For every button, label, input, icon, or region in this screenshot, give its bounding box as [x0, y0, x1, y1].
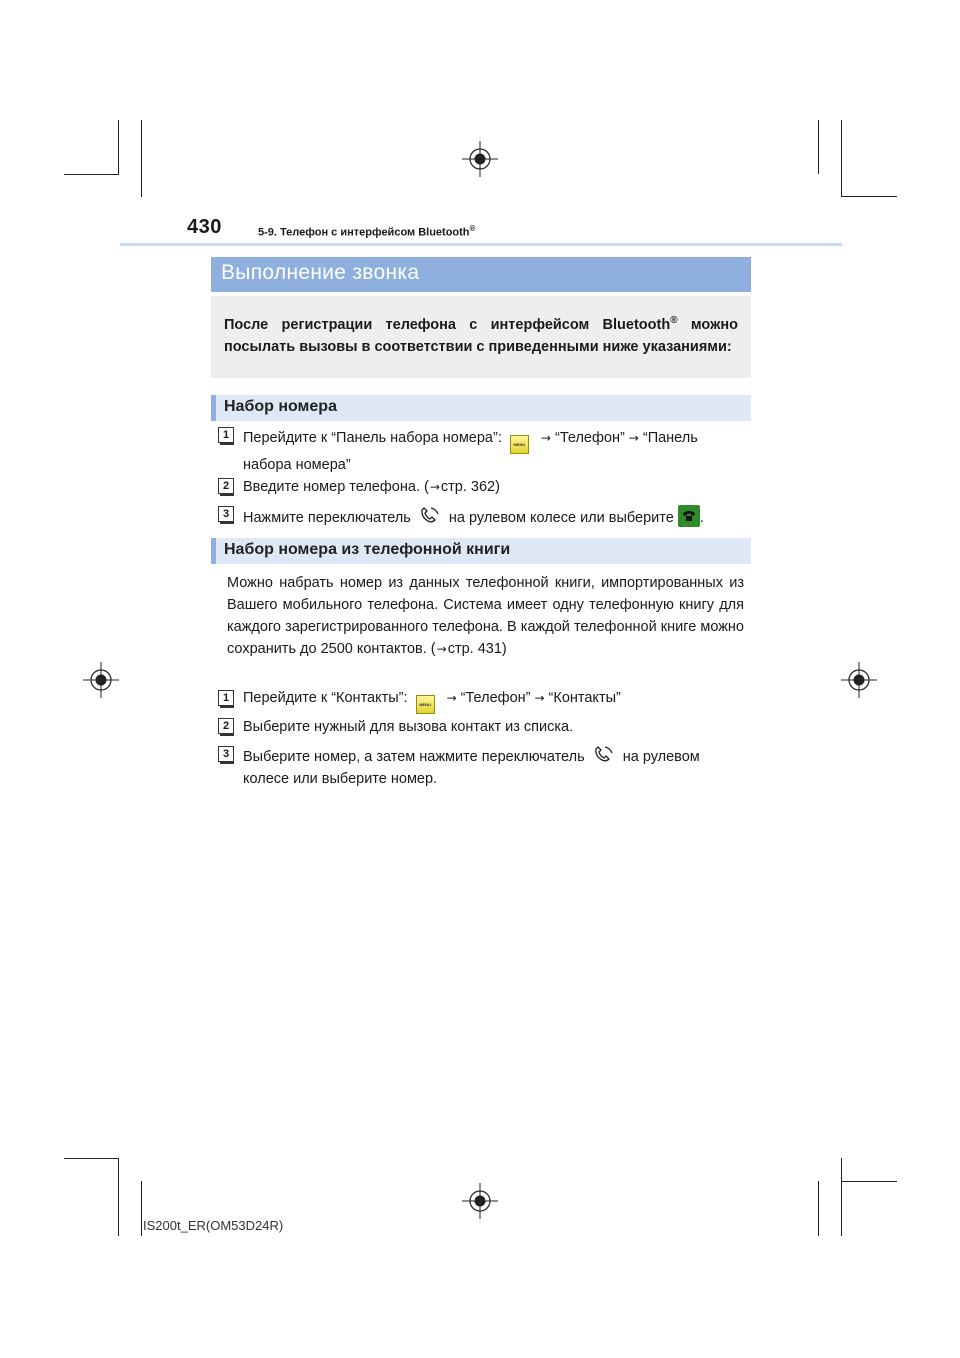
step-text — [243, 744, 744, 790]
step-text-part: . — [699, 510, 704, 526]
intro-box — [211, 296, 751, 378]
step-text — [243, 687, 744, 714]
step-text-part: Перейдите к “Панель набора номера”: — [243, 430, 502, 446]
registration-mark-icon — [462, 1183, 498, 1219]
registered-mark: ® — [469, 224, 476, 233]
step-text-part: “Контакты” — [548, 690, 621, 706]
registration-mark-icon — [83, 662, 119, 698]
crop-mark — [64, 174, 119, 175]
step-text-part: “Телефон” — [460, 690, 531, 706]
header-divider — [120, 243, 842, 246]
intro-text — [224, 310, 738, 358]
step-text-part: Перейдите к “Контакты”: — [243, 690, 408, 706]
crop-mark — [118, 120, 119, 174]
chapter-title — [258, 224, 475, 239]
section-title: Выполнение звонка — [221, 261, 420, 284]
step-number: 2 — [218, 478, 234, 494]
subsection-title-bar — [211, 538, 751, 564]
crop-mark — [64, 1158, 119, 1159]
registration-mark-icon — [462, 141, 498, 177]
crop-mark — [841, 120, 842, 197]
document-code: IS200t_ER(OM53D24R) — [143, 1218, 284, 1233]
paragraph-text: Можно набрать номер из данных телефонной книги, импортированных из Вашего мобильного телефона. Система имеет одну телефонную книгу для каждого зарегистрированного телефона. В каждой телефонной книге можно сохранить до 2500 контактов. ( — [227, 575, 744, 657]
crop-mark — [141, 120, 142, 197]
registration-mark-icon — [841, 662, 877, 698]
step-text — [243, 427, 744, 476]
step-text-part: Нажмите переключатель — [243, 510, 411, 526]
section-title-bar — [211, 257, 751, 292]
menu-button-icon: MENU — [510, 435, 529, 454]
step-number: 1 — [218, 690, 234, 706]
step-text-part: стр. 362) — [440, 479, 500, 495]
step-text-part: Выберите номер, а затем нажмите переключатель — [243, 749, 585, 765]
arrow-icon: → — [446, 691, 457, 705]
arrow-icon: → — [628, 431, 639, 445]
subsection-title-bar — [211, 395, 751, 421]
step-text: Выберите нужный для вызова контакт из списка. — [243, 719, 574, 735]
phone-handset-icon — [593, 744, 615, 764]
step-text-part: на рулевом колесе или выберите — [448, 510, 674, 526]
step-text — [243, 476, 744, 498]
crop-mark — [841, 1181, 897, 1182]
arrow-icon: → — [436, 642, 447, 656]
page-number: 430 — [187, 216, 222, 238]
crop-mark — [118, 1158, 119, 1236]
step-number: 3 — [218, 506, 234, 522]
arrow-icon: → — [540, 431, 551, 445]
step-text-part: “Телефон” — [554, 430, 625, 446]
phonebook-description — [227, 572, 744, 660]
step-text-part: “Панель набора номера” — [243, 430, 698, 473]
crop-mark — [841, 196, 897, 197]
subsection-title: Набор номера — [224, 398, 337, 415]
paragraph-text: стр. 431) — [447, 641, 507, 657]
phone-handset-icon — [419, 505, 441, 525]
subsection-title: Набор номера из телефонной книги — [224, 541, 511, 558]
step-number: 1 — [218, 427, 234, 443]
crop-mark — [818, 1181, 819, 1236]
intro-text-part2: можно посылать вызовы в соответствии с приведенными ниже указаниями: — [224, 316, 738, 355]
step-text-part: Введите номер телефона. ( — [243, 479, 429, 495]
green-phone-button-icon — [678, 505, 700, 527]
chapter-title-text: 5-9. Телефон с интерфейсом Bluetooth — [258, 226, 470, 239]
arrow-icon: → — [429, 480, 440, 494]
step-text-part: на рулевом колесе или выберите номер. — [243, 749, 700, 787]
crop-mark — [818, 120, 819, 174]
intro-text-part1: После регистрации телефона с интерфейсом Bluetooth — [224, 316, 671, 333]
registered-mark: ® — [670, 315, 678, 326]
crop-mark — [841, 1158, 842, 1236]
step-number: 2 — [218, 718, 234, 734]
step-number: 3 — [218, 746, 234, 762]
step-text — [243, 505, 744, 529]
arrow-icon: → — [534, 691, 545, 705]
menu-button-icon: MENU — [416, 695, 435, 714]
crop-mark — [141, 1181, 142, 1236]
